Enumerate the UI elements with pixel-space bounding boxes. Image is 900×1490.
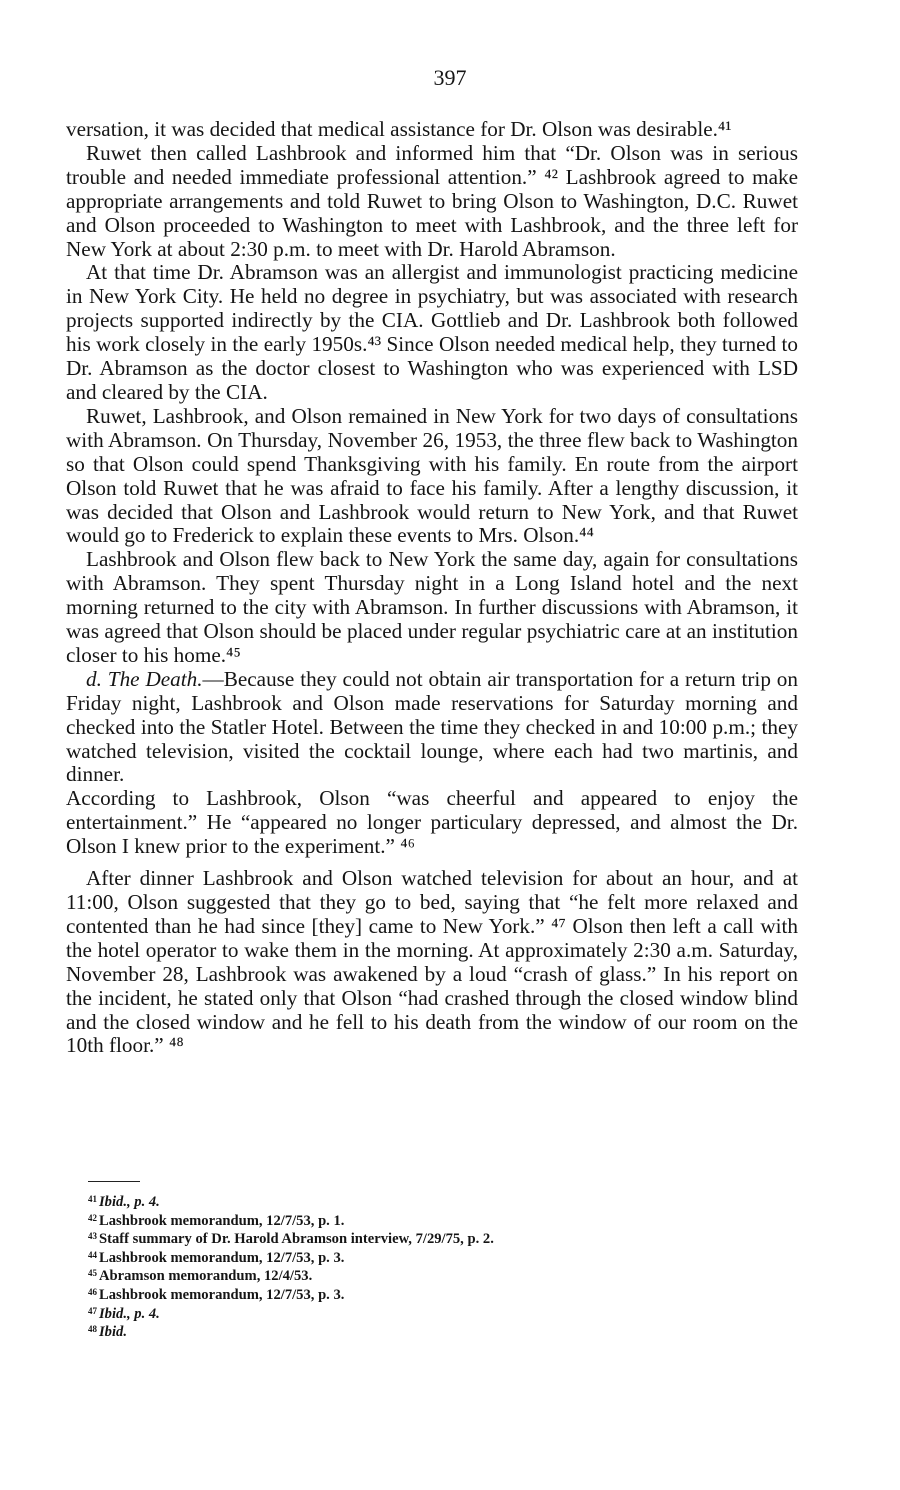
footnote-text: Abramson memorandum, 12/4/53. xyxy=(99,1268,313,1285)
footnote-number: 45 xyxy=(88,1268,97,1279)
paragraph-after-dinner: After dinner Lashbrook and Olson watched television for about an hour, and at 11:00, Olson suggested that they go to bed, saying that “he felt more relaxed and contented than he had since [they] came to New York.” ⁴⁷ Olson then left a call with the hotel operator to wake them in the morning. At approximately 2:30 a.m. Saturday, November 28, Lashbrook was awakened by a loud “crash of glass.” In his report on the incident, he stated only that Olson “had crashed through the closed window blind and the closed window and he fell to his death from the window of our room on the 10th floor.” ⁴⁸ xyxy=(66,866,798,1058)
footnote xyxy=(88,1266,738,1285)
footnotes xyxy=(88,1192,738,1341)
paragraph-new-york-stay: Ruwet, Lashbrook, and Olson remained in New York for two days of consultations with Abramson. On Thursday, November 26, 1953, the three flew back to Washington so that Olson could spend Thanksgiving with his family. En route from the airport Olson told Ruwet that he was afraid to face his family. After a lengthy discussion, it was decided that Olson and Lashbrook would return to New York, and that Ruwet would go to Frederick to explain these events to Mrs. Olson.⁴⁴ xyxy=(66,403,798,548)
footnote-number: 46 xyxy=(88,1286,97,1297)
paragraph-abramson: At that time Dr. Abramson was an allergist and immunologist practicing medicine in New York City. He held no degree in psychiatry, but was associated with research projects supported indirectly by the CIA. Gottlieb and Dr. Lashbrook both followed his work closely in the early 1950s.⁴³ Since Olson needed medical help, they turned to Dr. Abramson as the doctor closest to Washington who was experienced with LSD and cleared by the CIA. xyxy=(66,260,798,404)
footnote-text: Ibid. xyxy=(99,1324,127,1341)
footnote-text: Staff summary of Dr. Harold Abramson interview, 7/29/75, p. 2. xyxy=(99,1231,494,1248)
paragraph-return-new-york: Lashbrook and Olson flew back to New York the same day, again for consultations with Abramson. They spent Thursday night in a Long Island hotel and the next morning returned to the city with Abramson. In further discussions with Abramson, it was agreed that Olson should be placed under regular psychiatric care at an institution closer to his home.⁴⁵ xyxy=(66,547,798,667)
footnote xyxy=(88,1211,738,1230)
footnote-text: Lashbrook memorandum, 12/7/53, p. 3. xyxy=(99,1249,345,1266)
footnote xyxy=(88,1304,738,1323)
paragraph-lashbrook-account: According to Lashbrook, Olson “was cheerful and appeared to enjoy the entertainment.” He “appeared no longer particulary depressed, and almost the Dr. Olson I knew prior to the experiment.” ⁴⁶ xyxy=(66,786,798,859)
footnote-number: 42 xyxy=(88,1212,97,1223)
page-number: 397 xyxy=(433,65,467,90)
paragraph-ruwet-call: Ruwet then called Lashbrook and informed him that “Dr. Olson was in serious trouble and needed immediate professional attention.” ⁴² Lashbrook agreed to make appropriate arrangements and told Ruwet to bring Olson to Washington, D.C. Ruwet and Olson proceeded to Washington to meet with Lashbrook, and the three left for New York at about 2:30 p.m. to meet with Dr. Harold Abramson. xyxy=(66,140,798,261)
footnote-number: 41 xyxy=(88,1194,97,1204)
paragraph-continuation: versation, it was decided that medical assistance for Dr. Olson was desirable.⁴¹ xyxy=(66,117,732,141)
section-d-title: The Death. xyxy=(107,666,203,691)
footnote-text: Ibid., p. 4. xyxy=(99,1194,160,1210)
footnote xyxy=(88,1229,738,1248)
footnote-text: Ibid., p. 4. xyxy=(99,1305,160,1322)
footnote xyxy=(88,1248,738,1267)
footnote-number: 48 xyxy=(88,1324,97,1335)
footnote-number: 47 xyxy=(88,1305,97,1316)
section-d-label: d. xyxy=(86,666,102,691)
body-text xyxy=(66,118,798,1058)
footnote xyxy=(88,1285,738,1304)
footnote-number: 43 xyxy=(88,1231,97,1242)
footnote-number: 44 xyxy=(88,1249,97,1260)
footnote xyxy=(88,1322,738,1341)
footnote xyxy=(88,1192,738,1211)
footnote-divider xyxy=(88,1181,140,1182)
section-d-paragraph xyxy=(66,668,798,788)
section-d-text: —Because they could not obtain air transportation for a return trip on Friday night, Lashbrook and Olson made reservations for Saturday morning and checked into the Statler Hotel. Between the time they checked in and 10:00 p.m.; they watched television, visited the cocktail lounge, where each had two martinis, and dinner. xyxy=(66,666,798,787)
footnote-text: Lashbrook memorandum, 12/7/53, p. 1. xyxy=(99,1212,345,1229)
footnote-text: Lashbrook memorandum, 12/7/53, p. 3. xyxy=(99,1286,345,1303)
